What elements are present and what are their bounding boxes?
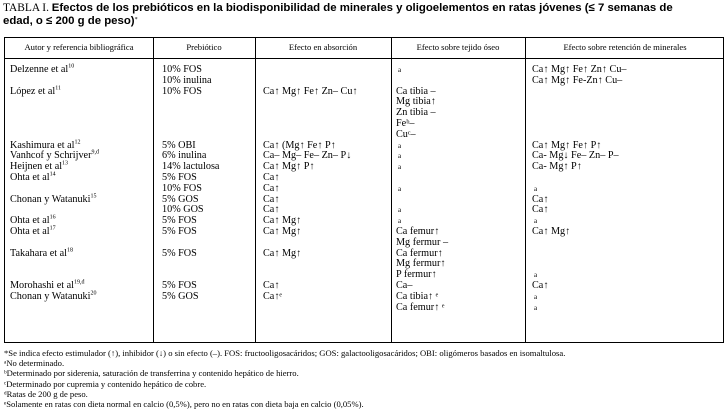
cell-bone: a [398, 206, 402, 215]
reference-number: 16 [49, 214, 56, 221]
cell-absorption: Ca↑ [263, 193, 280, 205]
cell-prebiotic: 5% GOS [162, 193, 199, 205]
cell-absorption: Ca– Mg– Fe– Zn– P↓ [263, 150, 352, 162]
cell-prebiotic: 5% FOS [162, 247, 197, 259]
cell-bone: Mg fermur – [396, 236, 449, 248]
cell-retention: Ca↑ Mg↑ Fe↑ Zn↑ Cu– [532, 64, 627, 75]
footnote: *Se indica efecto estimulador (↑), inhibidor (↓) o sin efecto (–). FOS: fructooligosacáridos; GOS: galactooligosacáridos; OBI: oligómeros basados en isomaltulosa. [4, 348, 566, 358]
header-absorption: Efecto en absorción [288, 42, 358, 52]
cell-author: Chonan y Watanuki$^{15}$ [10, 193, 97, 205]
cell-prebiotic: 5% FOS [162, 172, 197, 183]
cell-bone: a [398, 163, 402, 172]
footnote: ᵇDeterminado por siderenia, saturación de transferrina y contenido hepático de hierro. [4, 368, 299, 379]
header-prebiotic: Prebiótico [186, 42, 222, 52]
cell-absorption: Ca↑ Mg↑ Fe↑ Zn– Cu↑ [263, 85, 358, 97]
table-title-line1: Efectos de los prebióticos en la biodisponibilidad de minerales y oligoelementos en ratas jóvenes (≤ 7 semanas de [51, 2, 673, 14]
cell-absorption: Ca↑ [263, 280, 280, 291]
footnote: ᶜDeterminado por cupremia y contenido hepático de cobre. [4, 378, 207, 389]
cell-retention: Ca- Mg↓ Fe– Zn– P– [532, 150, 619, 162]
reference-number: 18 [66, 247, 73, 254]
cell-author: López et $al^{11}$ [10, 85, 62, 97]
cell-author: Delzenne et $al^{10}$ [10, 63, 75, 75]
cell-bone: a [398, 184, 402, 193]
cell-absorption: Ca↑ [263, 204, 280, 216]
cell-retention: Ca↑ [532, 204, 549, 216]
table-title-line2: edad, o ≤ 200 g de peso) [3, 15, 135, 27]
cell-bone: Ca femur↑ [396, 226, 440, 237]
cell-retention: a [534, 271, 538, 280]
header-retention: Efecto sobre retención de minerales [563, 42, 687, 52]
cell-bone: Ca tibia↑ ᵉ [396, 290, 439, 302]
cell-author: Ohta et $al^{17}$ [10, 225, 56, 237]
reference-number: 11 [55, 85, 62, 92]
cell-bone: a [398, 217, 402, 226]
column-divider [153, 38, 154, 342]
header-author: Autor y referencia bibliográfica [24, 42, 134, 52]
cell-retention: Ca↑ [532, 280, 549, 291]
cell-retention: a [534, 292, 538, 301]
cell-bone: a [398, 152, 402, 161]
reference-number: 14 [49, 171, 56, 178]
cell-bone: P fermur↑ [396, 269, 437, 281]
footnote: ᵃNo determinado. [4, 358, 65, 369]
cell-bone: Mg fermur↑ [396, 258, 446, 270]
reference-number: 9,d [91, 150, 99, 156]
cell-prebiotic: 5% OBI [162, 139, 196, 151]
cell-prebiotic: 5% GOS [162, 290, 199, 302]
table-title [3, 2, 725, 30]
cell-absorption: Ca↑ [263, 172, 280, 183]
cell-absorption: Ca↑ Mg↑ [263, 247, 302, 259]
cell-bone: a [398, 141, 402, 150]
cell-retention: a [534, 303, 538, 312]
cell-absorption: Ca↑ [263, 182, 280, 194]
cell-author: Morohashi et al$^{19,d}$ [10, 279, 85, 291]
reference-number: 20 [90, 290, 97, 297]
column-divider [255, 38, 256, 342]
cell-prebiotic: 10% FOS [162, 64, 202, 75]
footnotes [4, 348, 724, 409]
cell-retention: a [534, 184, 538, 193]
data-table [4, 37, 724, 343]
cell-author: Ohta et $al^{16}$ [10, 214, 56, 227]
header-bone: Efecto sobre tejido óseo [416, 42, 500, 52]
cell-absorption: Ca↑ Mg↑ [263, 226, 302, 237]
cell-author: Heijnen et $al^{13}$ [10, 160, 69, 173]
cell-bone: Zn tibia – [396, 107, 436, 119]
cell-author: Vanhcof y Schrijver$^{9,d}$ [10, 150, 99, 162]
reference-number: 10 [68, 63, 75, 70]
cell-prebiotic: 5% FOS [162, 226, 197, 237]
cell-absorption: Ca↑ᵉ [263, 290, 283, 302]
cell-bone: Cuᶜ– [396, 128, 416, 140]
cell-bone: Ca femur↑ ᵉ [396, 301, 445, 313]
reference-number: 15 [90, 193, 97, 200]
table-title-sup: * [134, 17, 138, 23]
column-divider [525, 38, 526, 342]
cell-bone: Ca tibia – [396, 85, 436, 97]
cell-bone: Ca– [396, 280, 413, 291]
cell-prebiotic: 10% FOS [162, 182, 202, 194]
cell-bone: Feᵇ– [396, 118, 415, 129]
reference-number: 12 [74, 139, 81, 146]
footnote: ᵉSolamente en ratas con dieta normal en calcio (0,5%), pero no en ratas con dieta baja en calcio (0,05%). [4, 399, 364, 410]
cell-retention: Ca↑ Mg↑ Fe-Zn↑ Cu– [532, 74, 623, 86]
cell-author: Chonan y Watanuki$^{20}$ [10, 290, 97, 302]
cell-author: Ohta et $al^{14}$ [10, 171, 56, 183]
cell-prebiotic: 10% FOS [162, 85, 202, 97]
cell-retention: Ca↑ Mg↑ Fe↑ P↑ [532, 139, 602, 151]
cell-bone: a [398, 66, 402, 74]
cell-absorption: Ca↑ (Mg↑ Fe↑ P↑ [263, 139, 336, 151]
reference-number: 13 [62, 160, 69, 167]
table-label: TABLA I. [3, 2, 49, 14]
cell-retention: a [534, 217, 538, 226]
cell-bone: Mg tibia↑ [396, 96, 436, 108]
cell-retention: Ca↑ [532, 193, 549, 205]
cell-absorption: Ca↑ Mg↑ [263, 215, 302, 227]
cell-absorption: Ca↑ Mg↑ P↑ [263, 161, 315, 173]
cell-bone: Ca fermur↑ [396, 247, 443, 259]
cell-prebiotic: 6% inulina [162, 150, 207, 162]
cell-prebiotic: 14% lactulosa [162, 161, 220, 173]
reference-number: 19,d [73, 279, 85, 286]
cell-retention: Ca- Mg↑ P↑ [532, 161, 582, 173]
column-divider [391, 38, 392, 342]
cell-prebiotic: 5% FOS [162, 280, 197, 291]
cell-prebiotic: 10% inulina [162, 74, 212, 86]
cell-prebiotic: 5% FOS [162, 215, 197, 227]
cell-prebiotic: 10% GOS [162, 204, 204, 216]
cell-retention: Ca↑ Mg↑ [532, 226, 571, 237]
footnote: ᵈRatas de 200 g de peso. [4, 388, 88, 399]
cell-author: Kashimura et $al^{12}$ [10, 139, 81, 151]
reference-number: 17 [49, 225, 56, 232]
cell-author: Takahara et $al^{18}$ [10, 247, 73, 259]
